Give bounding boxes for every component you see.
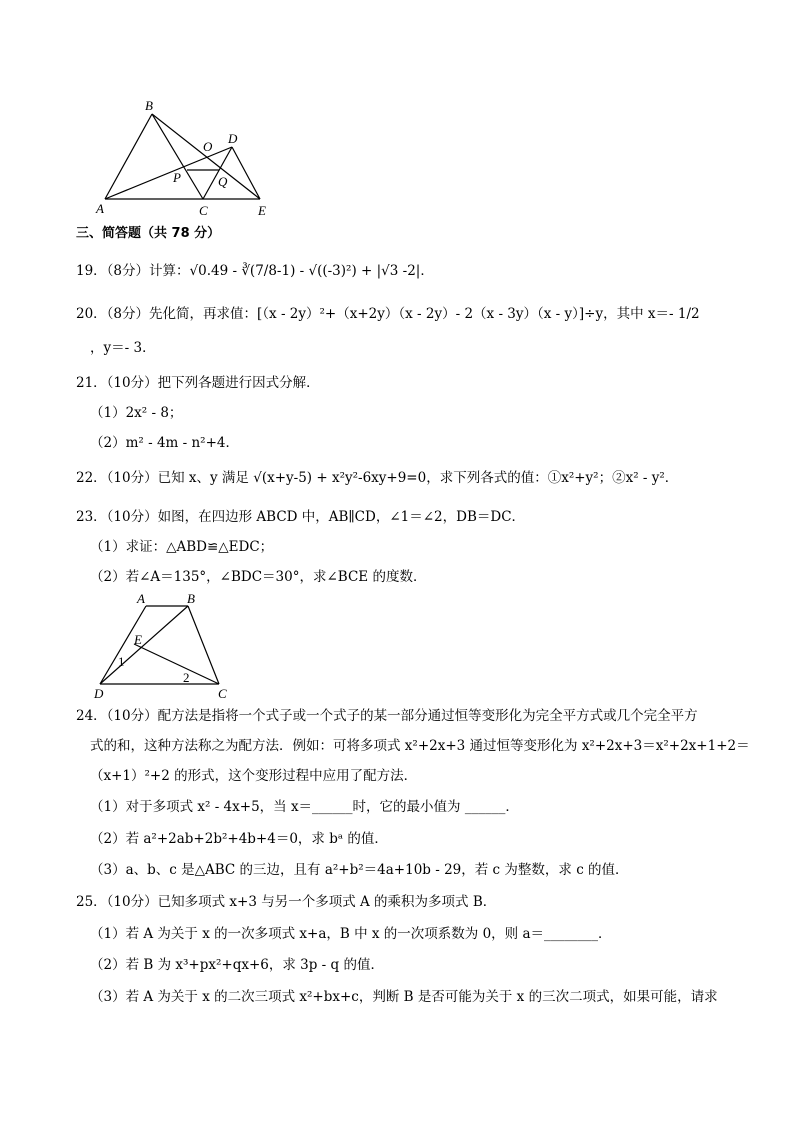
label-E: E: [134, 632, 142, 647]
label-A: A: [137, 591, 145, 606]
label-E: E: [258, 203, 266, 218]
question-21-part2: （2）m² - 4m - n²+4．: [90, 435, 239, 451]
geometry-figure-1: [0, 0, 794, 230]
question-23: 23．（10分）如图，在四边形 ABCD 中，AB∥CD，∠1＝∠2，DB＝DC．: [76, 509, 526, 525]
question-24-part2: （2）若 a²+2ab+2b²+4b+4＝0，求 bᵃ 的值．: [90, 831, 388, 847]
geometry-figure-2: [0, 590, 794, 700]
label-B: B: [187, 591, 195, 606]
question-24-line2: 式的和，这种方法称之为配方法．例如：可将多项式 x²+2x+3 通过恒等变形化为 x²+2x+3＝x²+2x+1+2＝: [90, 738, 750, 754]
question-24-line3: （x+1）²+2 的形式，这个变形过程中应用了配方法．: [90, 768, 418, 784]
label-O: O: [203, 139, 213, 154]
question-24-line1: 24．（10分）配方法是指将一个式子或一个式子的某一部分通过恒等变形化为完全平方式或几个完全平方: [76, 708, 698, 724]
question-24-part3: （3）a、b、c 是△ABC 的三边，且有 a²+b²＝4a+10b - 29，若 c 为整数，求 c 的值．: [90, 862, 629, 878]
question-21-part1: （1）2x² - 8；: [90, 405, 183, 421]
question-25-part3: （3）若 A 为关于 x 的二次三项式 x²+bx+c，判断 B 是否可能为关于 x 的三次二项式，如果可能，请求: [90, 989, 718, 1005]
question-21: 21．（10分）把下列各题进行因式分解．: [76, 375, 320, 391]
label-A: A: [96, 201, 104, 216]
section-heading: 三、简答题（共 78 分）: [76, 226, 221, 241]
label-C: C: [218, 686, 227, 700]
question-19: 19．（8分）计算：√0.49 - ∛(7/8-1) - √((-3)²) + |√3 -2|．: [76, 263, 434, 279]
label-Q: Q: [218, 174, 228, 189]
question-23-part2: （2）若∠A＝135°，∠BDC＝30°，求∠BCE 的度数．: [90, 569, 427, 585]
label-2: 2: [183, 670, 190, 685]
question-20-line1: 20．（8分）先化简，再求值：[（x - 2y）²+（x+2y）（x - 2y）- 2（x - 3y）（x - y）]÷y，其中 x＝- 1/2: [76, 306, 700, 322]
question-22: 22．（10分）已知 x、y 满足 √(x+y-5) + x²y²-6xy+9=0，求下列各式的值：①x²+y²；②x² - y²．: [76, 470, 679, 486]
label-D: D: [94, 686, 104, 700]
question-24-part1: （1）对于多项式 x² - 4x+5，当 x＝______时，它的最小值为 ______．: [90, 799, 519, 815]
question-25: 25．（10分）已知多项式 x+3 与另一个多项式 A 的乘积为多项式 B．: [76, 894, 497, 910]
question-20-line2: ，y＝- 3．: [90, 340, 156, 356]
question-25-part2: （2）若 B 为 x³+px²+qx+6，求 3p - q 的值．: [90, 957, 384, 973]
label-B: B: [145, 98, 153, 113]
label-C: C: [199, 203, 208, 218]
label-P: P: [173, 170, 181, 185]
label-D: D: [228, 131, 238, 146]
question-25-part1: （1）若 A 为关于 x 的一次多项式 x+a，B 中 x 的一次项系数为 0，则 a＝________．: [90, 926, 612, 942]
label-1: 1: [118, 654, 125, 669]
question-23-part1: （1）求证：△ABD≌△EDC；: [90, 539, 274, 555]
